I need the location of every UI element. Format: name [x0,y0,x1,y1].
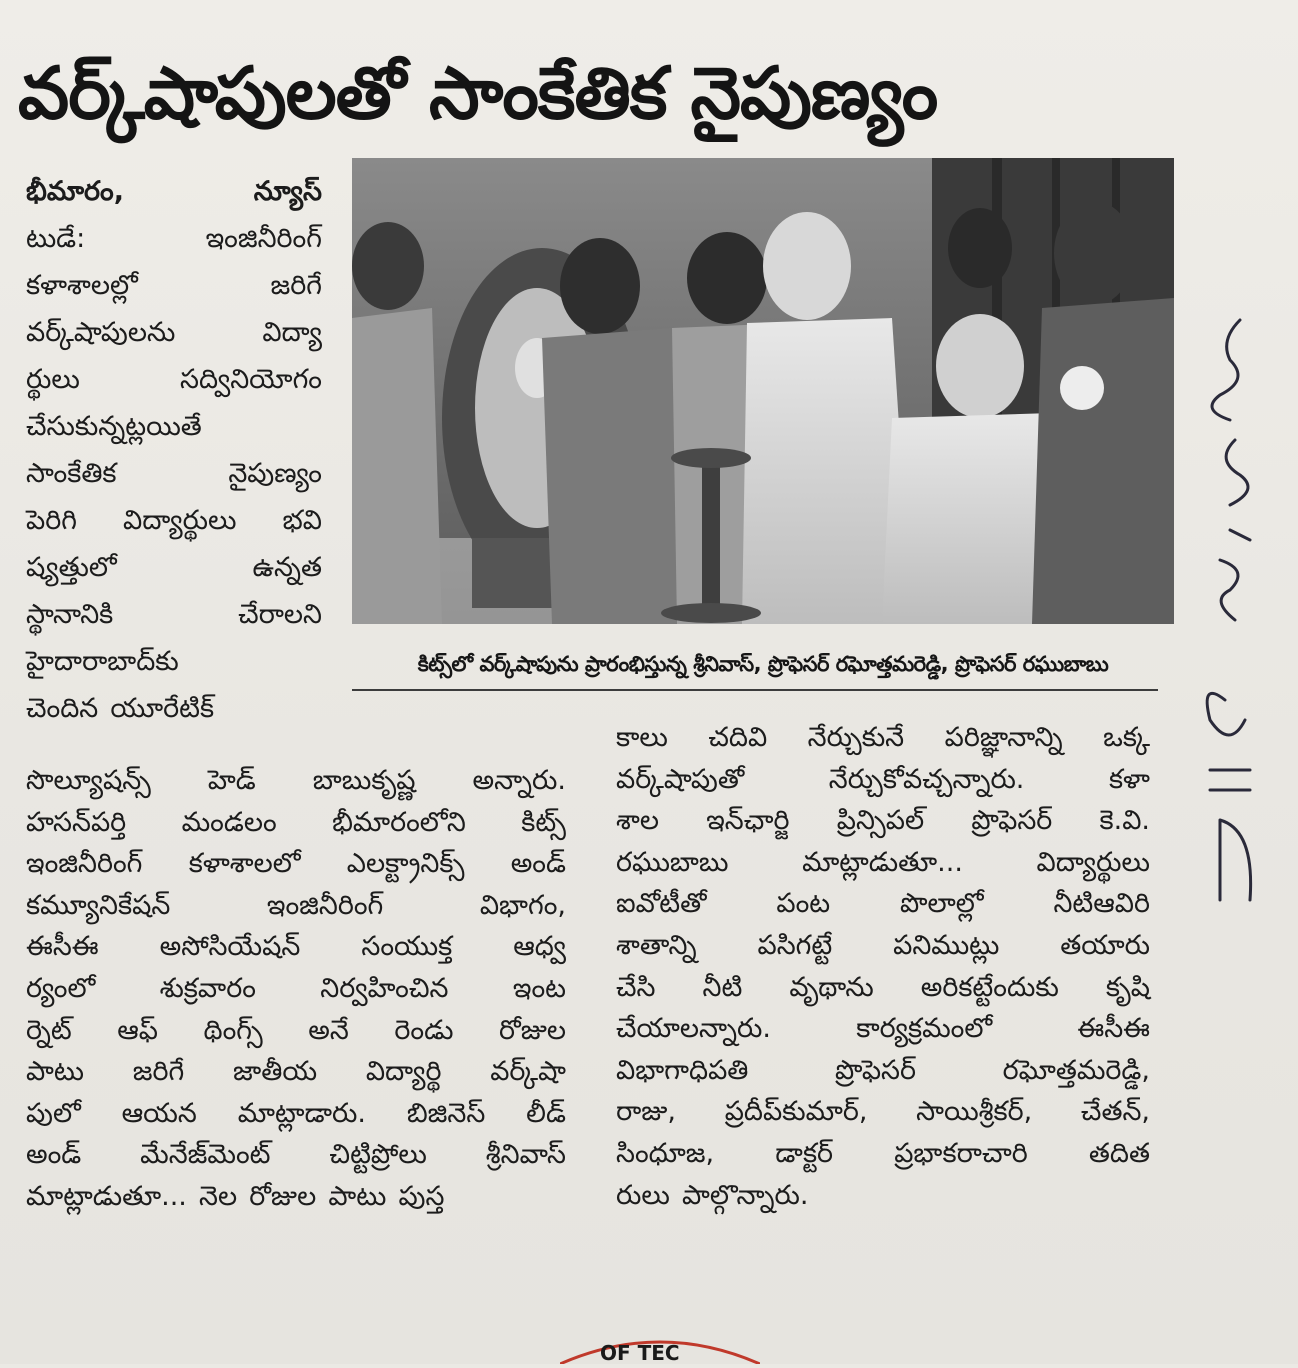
word: థింగ్స్ [203,1014,263,1046]
article-column-1 [26,168,322,732]
divider-rule [352,689,1158,691]
col2-line [26,885,566,927]
word: రెండు [394,1014,454,1046]
headline: వర్క్‌షాపులతో సాంకేతిక నైపుణ్యం [18,51,938,135]
col3-line [616,1050,1150,1092]
word: ఇంట [512,972,566,1004]
col1-line [26,309,322,356]
col3-line [616,800,1150,842]
article-column-2 [26,760,566,1218]
word: తదిత [1088,1137,1150,1169]
col2-line [26,802,566,844]
col1-line [26,638,322,685]
word: సాయిశ్రీకర్, [916,1096,1033,1128]
handwriting-scribble [1160,300,1280,920]
word: సాంకేతిక [26,458,117,489]
word: రఘుబాబు [616,846,729,878]
word: వర్క్‌షా [490,1056,566,1088]
col3-line [616,925,1150,967]
word: కార్యక్రమంలో [856,1013,993,1045]
word: ప్రొఫెసర్ [835,1054,916,1086]
word: ఆధ్వ [513,931,566,963]
word: ఈసీఈ [26,931,99,963]
word: కమ్యూనికేషన్ [26,889,171,921]
word: ర్నెట్ [26,1014,72,1046]
word: చదివి [708,722,768,753]
word: నేర్చుకునే [807,722,905,753]
word: పనిముట్లు [893,929,1000,961]
word: జాతీయ [233,1056,318,1088]
col2-line [26,1010,566,1052]
word: నేర్చుకోవచ్చన్నారు. [828,763,1025,795]
col2-line [26,1051,566,1093]
word: పసిగట్టే [757,929,833,961]
word: ర్థులు [26,364,80,395]
word: ఈసీఈ [1077,1013,1150,1045]
word: వర్క్‌షాపులను [26,317,176,348]
word: మాట్లాడుతూ... [26,1180,187,1212]
col1-line [26,262,322,309]
word: రులు [616,1179,670,1211]
word: చేతన్, [1080,1096,1150,1128]
col3-line [616,1008,1150,1050]
word: అనే [308,1014,349,1046]
col3-line [616,1091,1150,1133]
word: తయారు [1060,929,1150,961]
word: చిట్టిప్రోలు [329,1139,427,1171]
handwritten-margin-note [1160,300,1280,920]
col2-line [26,843,566,885]
word: భీమారంలోని [332,806,466,838]
word: విద్యార్థులు [123,505,237,536]
word: చెందిన [26,693,99,724]
word: ప్రిన్సిపల్ [836,805,925,837]
col1-line [26,450,322,497]
col2-line [26,1134,566,1176]
col1-line [26,168,322,215]
col3-line [616,967,1150,1009]
word: టుడే: [26,223,86,254]
col2-line [26,926,566,968]
word: పుస్త [398,1180,445,1212]
word: ఐవోటీతో [616,888,707,920]
word: ఇంజినీరింగ్ [266,889,384,921]
col2-line [26,1093,566,1135]
word: కె.వి. [1099,805,1150,837]
word: రోజుల [499,1014,566,1046]
word: ర్యంలో [26,972,96,1004]
word: చేసుకున్నట్లయితే [26,411,202,442]
word: ష్యత్తులో [26,552,117,583]
col3-line [616,883,1150,925]
event-photo [352,158,1174,624]
word: శుక్రవారం [159,972,256,1004]
word: మండలం [181,806,277,838]
word: హైదారాబాద్‌కు [26,646,179,677]
word: అసోసియేషన్ [159,931,301,963]
word: కళా [1108,763,1150,795]
word: కాలు [616,722,668,753]
word: రాజు, [616,1096,677,1128]
word: మాట్లాడారు. [237,1097,366,1129]
word: పరిజ్ఞానాన్ని [944,722,1063,753]
word: పంట [776,888,831,920]
col1-line [26,215,322,262]
word: వృథాను [789,971,874,1003]
word: నైపుణ్యం [228,458,322,489]
seal-stamp [560,1330,760,1364]
word: రఘోత్తమరెడ్డి, [1002,1054,1150,1086]
col1-line [26,685,322,732]
word: బిజినెస్ [406,1097,486,1129]
word: ఆయన [121,1097,197,1129]
word: నెల [199,1180,238,1212]
word: ప్రభాకరాచారి [894,1137,1028,1169]
word: శ్రీనివాస్ [485,1139,566,1171]
word: కృషి [1105,971,1150,1003]
word: స్థానానికి [26,599,114,630]
word: మేనేజ్‌మెంట్ [140,1139,271,1171]
col1-line [26,591,322,638]
word: కళాశాలలో [188,848,301,880]
word: పులో [26,1097,81,1129]
col2-line [26,968,566,1010]
col3-line [616,1175,1150,1217]
word: న్యూస్ [253,176,322,207]
word: పాల్గొన్నారు. [681,1179,809,1211]
col1-line [26,497,322,544]
word: సింధూజ, [616,1137,715,1169]
word: జరిగే [132,1056,185,1088]
word: డాక్టర్ [775,1137,834,1169]
word: భవి [282,505,322,536]
word: విద్యార్థి [365,1056,442,1088]
col1-line [26,356,322,403]
col1-line [26,544,322,591]
word: పాటు [26,1056,85,1088]
word: ఉన్నత [252,552,322,583]
word: విభాగం, [479,889,566,921]
word: సంయుక్త [361,931,453,963]
photo-caption: కిట్స్‌లో వర్క్‌షాపును ప్రారంభిస్తున్న శ్రీనివాస్, ప్రొఫెసర్ రఘోత్తమరెడ్డి, ప్రొఫెసర్ రఘుబాబు [417,652,1109,676]
word: రోజుల [249,1180,317,1212]
word: విద్యా [262,317,322,348]
word: పెరిగి [26,505,77,536]
word: హసన్‌పర్తి [26,806,127,838]
word: ఆఫ్ [117,1014,158,1046]
col3-line [616,842,1150,884]
word: ప్రదీప్‌కుమార్, [724,1096,868,1128]
col1-line [26,403,322,450]
word: ప్రొఫెసర్ [971,805,1053,837]
word: అండ్ [26,1139,82,1171]
word: సొల్యూషన్స్ [26,765,151,796]
word: కళాశాలల్లో [26,270,138,301]
word: పాటు [328,1180,387,1212]
svg-text:OF TEC: OF TEC [600,1341,680,1364]
word: అరికట్టేందుకు [920,971,1059,1003]
col2-line [26,1176,566,1218]
col3-line [616,717,1150,759]
word: కిట్స్ [521,806,566,838]
word: శాతాన్ని [616,929,697,961]
col3-line [616,1133,1150,1175]
article-column-3 [616,717,1150,1216]
word: శాల [616,805,659,837]
word: విభాగాధిపతి [616,1054,749,1086]
word: అండ్ [510,848,566,880]
word: నీటిఆవిరి [1053,888,1150,920]
word: నీటి [702,971,743,1003]
col3-line [616,759,1150,801]
word: అన్నారు. [472,765,566,796]
col2-line [26,760,566,802]
word: సద్వినియోగం [180,364,322,395]
word: లీడ్ [526,1097,566,1129]
word: యూరేటిక్ [110,693,215,724]
word: ఎలక్ట్రానిక్స్ [346,848,465,880]
word: వర్క్‌షాపుతో [616,763,745,795]
word: చేరాలని [238,599,322,630]
lamp-lighting-photo [352,158,1174,624]
word: భీమారం, [26,176,125,207]
word: ఒక్క [1103,722,1150,753]
word: మాట్లాడుతూ... [802,846,963,878]
word: చేయాలన్నారు. [616,1013,771,1045]
word: ఇంజినీరింగ్ [205,223,322,254]
word: హెడ్ [207,765,256,796]
word: జరిగే [270,270,322,301]
word: పొలాల్లో [900,888,984,920]
word: నిర్వహించిన [320,972,449,1004]
word: విద్యార్థులు [1036,846,1150,878]
word: ఇన్‌ఛార్జి [706,805,790,837]
word: ఇంజినీరింగ్ [26,848,143,880]
word: బాబుకృష్ణ [312,765,416,796]
word: చేసి [616,971,656,1003]
